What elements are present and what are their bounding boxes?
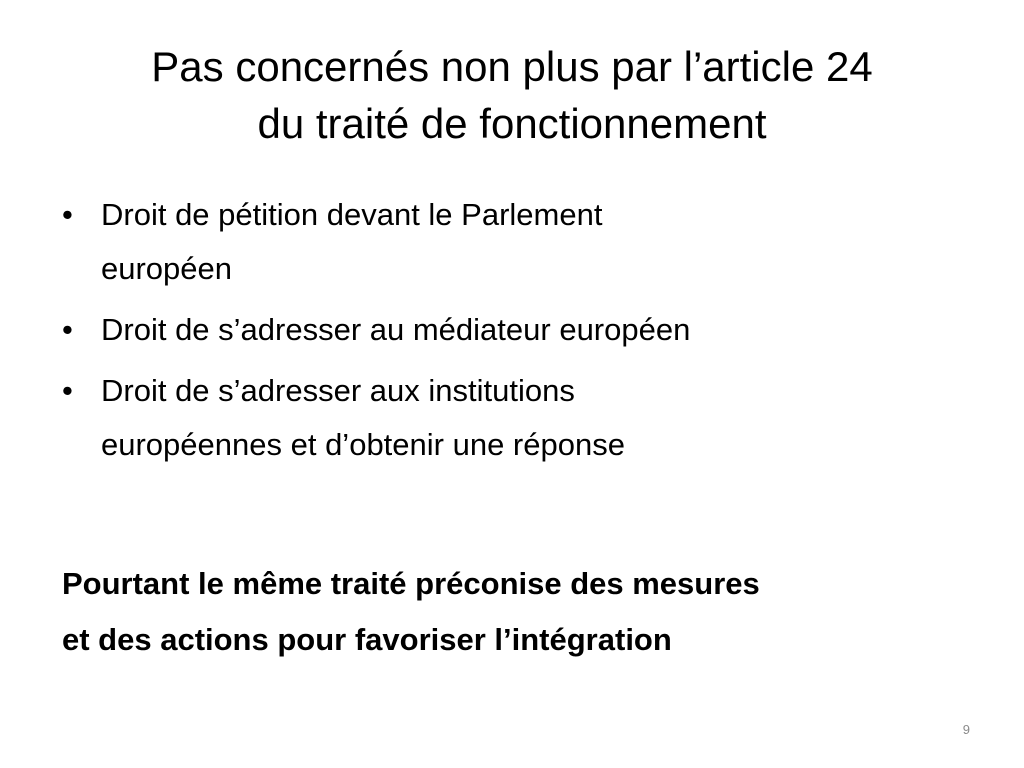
page-number: 9 [962, 722, 970, 737]
bullet-list [62, 188, 962, 479]
closing-statement-line: Pourtant le même traité préconise des mesures [62, 566, 760, 601]
bullet-text-line: européennes et d’obtenir une réponse [101, 427, 625, 462]
bullet-item-mediateur [62, 303, 962, 357]
bullet-text-line: Droit de pétition devant le Parlement [101, 197, 603, 232]
bullet-dot-icon: • [62, 373, 73, 408]
bullet-dot-icon: • [62, 197, 73, 232]
closing-statement-line: et des actions pour favoriser l’intégration [62, 622, 672, 657]
slide-title-line: Pas concernés non plus par l’article 24 [151, 43, 873, 90]
slide-title [60, 38, 964, 152]
closing-statement [62, 556, 972, 668]
bullet-text-line: Droit de s’adresser aux institutions [101, 373, 575, 408]
bullet-text-line: européen [101, 251, 233, 286]
bullet-dot-icon: • [62, 312, 73, 347]
bullet-item-petition [62, 188, 962, 296]
bullet-text-line: Droit de s’adresser au médiateur européen [101, 312, 691, 347]
bullet-item-institutions [62, 364, 962, 472]
slide-title-line: du traité de fonctionnement [257, 100, 767, 147]
